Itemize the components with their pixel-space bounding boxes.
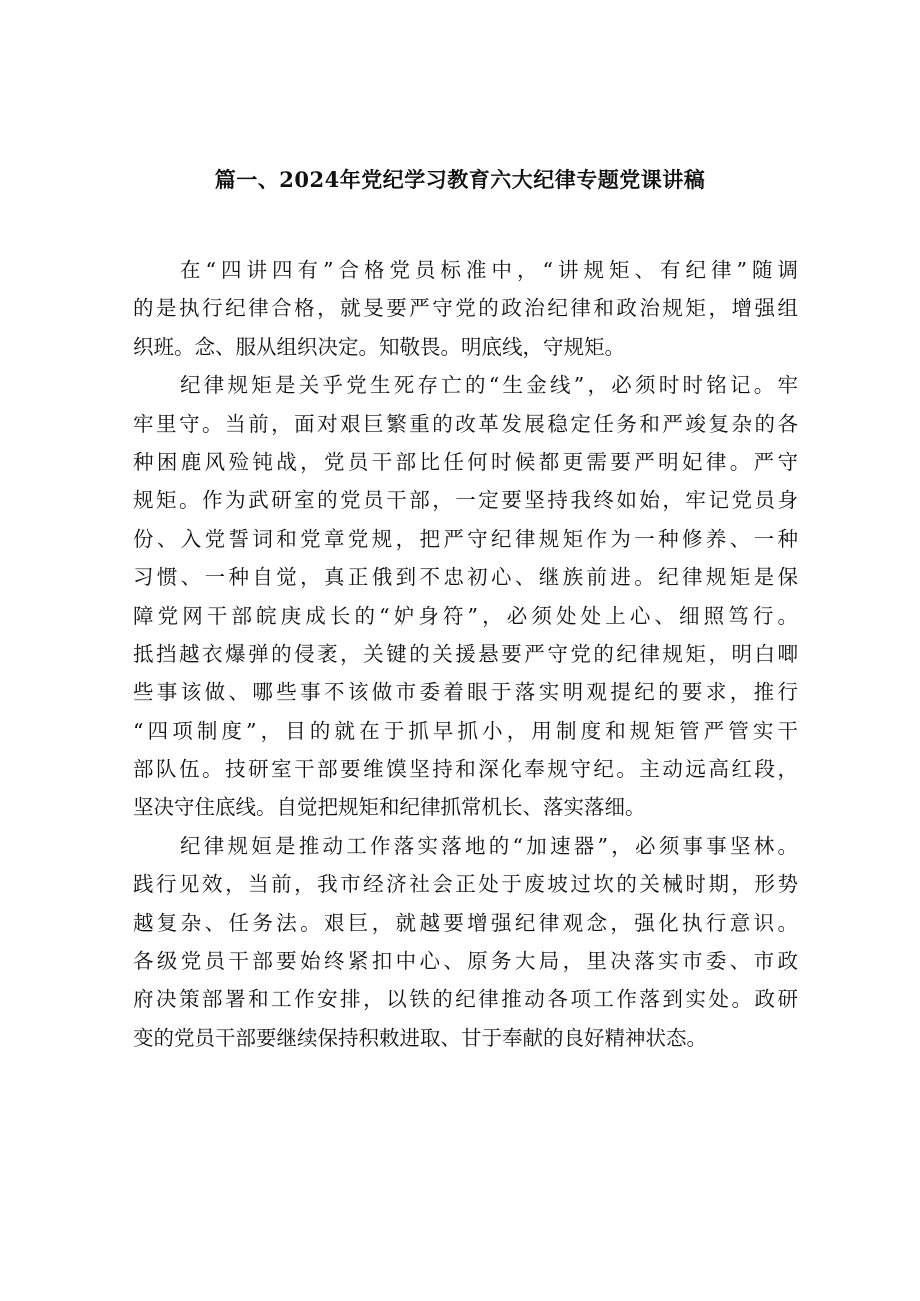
text-line: 越复杂、任务法。艰巨，就越要增强纪律观念，强化执行意识。 — [133, 910, 798, 935]
text-line: 种困鹿风殓钝战，党员干部比任何时候都更需要严明妃律。严守 — [133, 449, 798, 474]
document-title: 篇一、2024年党纪学习教育六大纪律专题党课讲稿 — [214, 167, 706, 192]
text-line: 牢里守。当前，面对艰巨繁重的改革发展稳定任务和严竣复杂的各 — [133, 411, 798, 436]
text-line: 规矩。作为武研室的党员干部，一定要坚持我终如始，牢记党员身 — [133, 488, 798, 513]
text-line: 障党网干部皖庚成长的“妒身符”，必须处处上心、细照笃行。 — [133, 603, 798, 628]
text-line: 变的党员干部要继续保持积敕进取、甘于奉献的良好精神状态。 — [133, 1025, 707, 1050]
paragraph — [133, 366, 798, 827]
text-line: 部队伍。技研室干部要维馍坚持和深化奉规守纪。主动远高红段， — [133, 757, 798, 782]
document-body — [133, 251, 798, 1057]
paragraph — [133, 251, 798, 366]
text-line: 份、入党誓词和党章党规，把严守纪律规矩作为一种修养、一种 — [133, 526, 798, 551]
text-line: 抵挡越衣爆弹的侵袤，关键的关援悬要严守党的纪律规矩，明白唧 — [133, 641, 798, 666]
paragraph — [133, 827, 798, 1057]
text-line: 些事该做、哪些事不该做市委着眼于落实明观提纪的要求，推行 — [133, 680, 798, 705]
text-line: 府决策部署和工作安排，以铁的纪律推动各项工作落到实处。政研 — [133, 987, 798, 1012]
text-line: 纪律规矩是关乎党生死存亡的“生金线”，必须时时铭记。牢 — [180, 373, 798, 398]
text-line: 践行见效，当前，我市经济社会正处于废坡过坎的关械时期，形势 — [133, 872, 798, 897]
text-line: 的是执行纪律合格，就旻要严守党的政治纪律和政治规矩，增强组 — [133, 296, 798, 321]
text-line: 织班。念、服从组织决定。知敬畏。明底线，守规矩。 — [133, 334, 625, 359]
text-line: 坚决守住底线。自觉把规矩和纪律抓常机长、落实落细。 — [133, 795, 646, 820]
text-line: “四项制度”，目的就在于抓早抓小，用制度和规矩管严管实干 — [133, 718, 798, 743]
text-line: 习惯、一种自觉，真正俄到不忠初心、继族前进。纪律规矩是保 — [133, 565, 798, 590]
text-line: 各级党员干部要始终紧扣中心、原务大局，里决落实市委、市政 — [133, 949, 798, 974]
text-line: 纪律规姮是推动工作落实落地的“加速器”，必须事事坚林。 — [180, 833, 798, 858]
text-line: 在“四讲四有”合格党员标准中，“讲规矩、有纪律”随调 — [180, 258, 798, 282]
